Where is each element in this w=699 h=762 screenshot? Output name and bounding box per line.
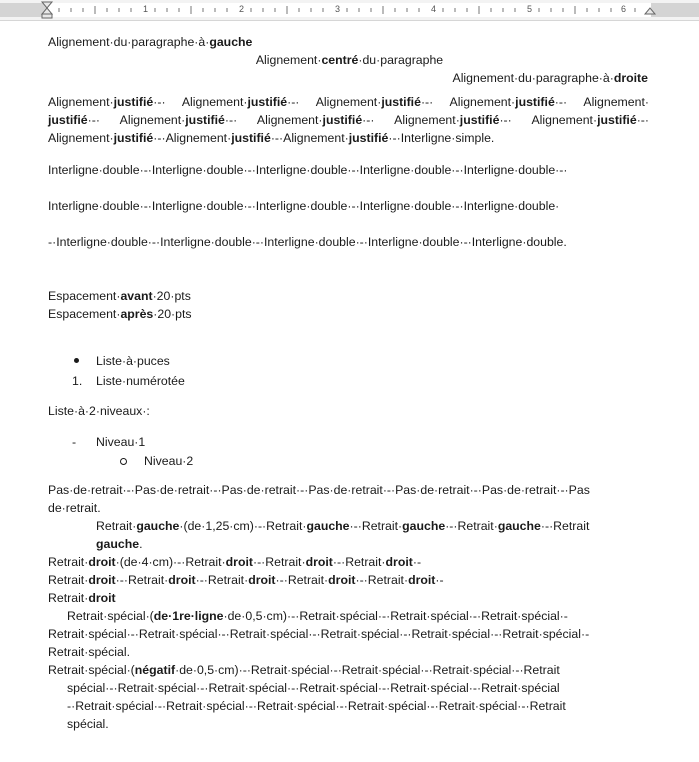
text: Alignement·du·paragraphe·à·: [452, 71, 614, 85]
bold-text: gauche: [209, 35, 253, 49]
paragraph-left-indent-line-1[interactable]: Retrait·gauche·(de·1,25·cm)·-·Retrait·gauche·-·Retrait·gauche·-·Retrait·gauche·-·Retrait: [96, 519, 590, 533]
paragraph-align-right[interactable]: [453, 70, 649, 86]
paragraph-hanging-indent-line-1[interactable]: Retrait·spécial·(négatif·de·0,5·cm)·-·Retrait·spécial·-·Retrait·spécial·-·Retrait·spécial·-·Retrait: [48, 663, 560, 677]
paragraph-double-spacing-line-1[interactable]: Interligne·double·-·Interligne·double·-·Interligne·double·-·Interligne·double·-·Interligne·double·-·: [48, 163, 568, 177]
paragraph-no-indent-line-1[interactable]: Pas·de·retrait·-·Pas·de·retrait·-·Pas·de·retrait·-·Pas·de·retrait·-·Pas·de·retrait·-·Pas·de·retrait·-·Pas: [48, 483, 590, 497]
text: ·du·paragraphe: [358, 53, 444, 67]
paragraph-align-center[interactable]: [0, 52, 699, 68]
paragraph-right-indent-line-1[interactable]: Retrait·droit·(de·4·cm)·-·Retrait·droit·-·Retrait·droit·-·Retrait·droit·-: [48, 555, 422, 569]
ruler-number: 6: [621, 4, 627, 14]
text: Alignement·: [255, 53, 322, 67]
numbered-list-item[interactable]: Liste·numérotée: [96, 374, 185, 388]
paragraph-hanging-indent-line-4[interactable]: spécial.: [67, 717, 109, 731]
list-level-1-item[interactable]: Niveau·1: [96, 435, 146, 449]
bulleted-list-item[interactable]: Liste·à·puces: [96, 354, 170, 368]
paragraph-no-indent-line-2[interactable]: de·retrait.: [48, 501, 101, 515]
paragraph-left-indent-line-2[interactable]: gauche.: [96, 537, 143, 551]
bold-text: droite: [613, 71, 648, 85]
level2-marker: [120, 458, 127, 465]
paragraph-first-line-indent-line-1[interactable]: Retrait·spécial·(de·1re·ligne·de·0,5·cm)·-·Retrait·spécial·-·Retrait·spécial·-·Retrait·spécial·-: [67, 609, 568, 623]
paragraph-double-spacing-line-2[interactable]: Interligne·double·-·Interligne·double·-·Interligne·double·-·Interligne·double·-·Interligne·double·: [48, 199, 560, 213]
paragraph-right-indent-line-3[interactable]: Retrait·droit: [48, 591, 116, 605]
text: Alignement·du·paragraphe·à·: [48, 35, 210, 49]
ruler-ticks: [0, 0, 699, 20]
paragraph-space-after[interactable]: Espacement·après·20·pts: [48, 307, 192, 321]
level1-marker: -: [72, 435, 77, 449]
paragraph-space-before[interactable]: Espacement·avant·20·pts: [48, 289, 191, 303]
paragraph-hanging-indent-line-3[interactable]: -·Retrait·spécial·-·Retrait·spécial·-·Retrait·spécial·-·Retrait·spécial·-·Retrait·spécial·-·Retrait: [67, 699, 566, 713]
ruler-number: 1: [143, 4, 149, 14]
paragraph-first-line-indent-line-3[interactable]: Retrait·spécial.: [48, 645, 131, 659]
numbered-list-marker: 1.: [72, 374, 83, 388]
paragraph-align-left[interactable]: [48, 34, 252, 50]
paragraph-justified-line-1[interactable]: Alignement·justifié·-· Alignement·justifié·-· Alignement·justifié·-· Alignement·justifié·-· Alignement·: [48, 95, 649, 109]
list-level-2-item[interactable]: Niveau·2: [144, 454, 194, 468]
bold-text: centré: [321, 53, 359, 67]
ruler-number: 5: [527, 4, 533, 14]
ruler-number: 3: [335, 4, 341, 14]
paragraph-hanging-indent-line-2[interactable]: spécial·-·Retrait·spécial·-·Retrait·spécial·-·Retrait·spécial·-·Retrait·spécial·-·Retrait·spécial: [67, 681, 560, 695]
ruler-number: 4: [431, 4, 437, 14]
paragraph-right-indent-line-2[interactable]: Retrait·droit·-·Retrait·droit·-·Retrait·droit·-·Retrait·droit·-·Retrait·droit·-: [48, 573, 444, 587]
paragraph-first-line-indent-line-2[interactable]: Retrait·spécial·-·Retrait·spécial·-·Retrait·spécial·-·Retrait·spécial·-·Retrait·spécial·-·Retrait·spécial·-: [48, 627, 590, 641]
horizontal-ruler[interactable]: [0, 0, 699, 21]
bullet-marker: [74, 358, 79, 363]
paragraph-justified-line-3[interactable]: Alignement·justifié·-·Alignement·justifié·-·Alignement·justifié·-·Interligne·simple.: [48, 131, 495, 145]
paragraph-double-spacing-line-3[interactable]: -·Interligne·double·-·Interligne·double·-·Interligne·double·-·Interligne·double·-·Interligne·double.: [48, 235, 567, 249]
list-heading[interactable]: Liste·à·2·niveaux·:: [48, 404, 150, 418]
paragraph-justified-line-2[interactable]: justifié·-· Alignement·justifié·-· Alignement·justifié·-· Alignement·justifié·-· Alignement·justifié·-·: [48, 113, 649, 127]
ruler-number: 2: [239, 4, 245, 14]
